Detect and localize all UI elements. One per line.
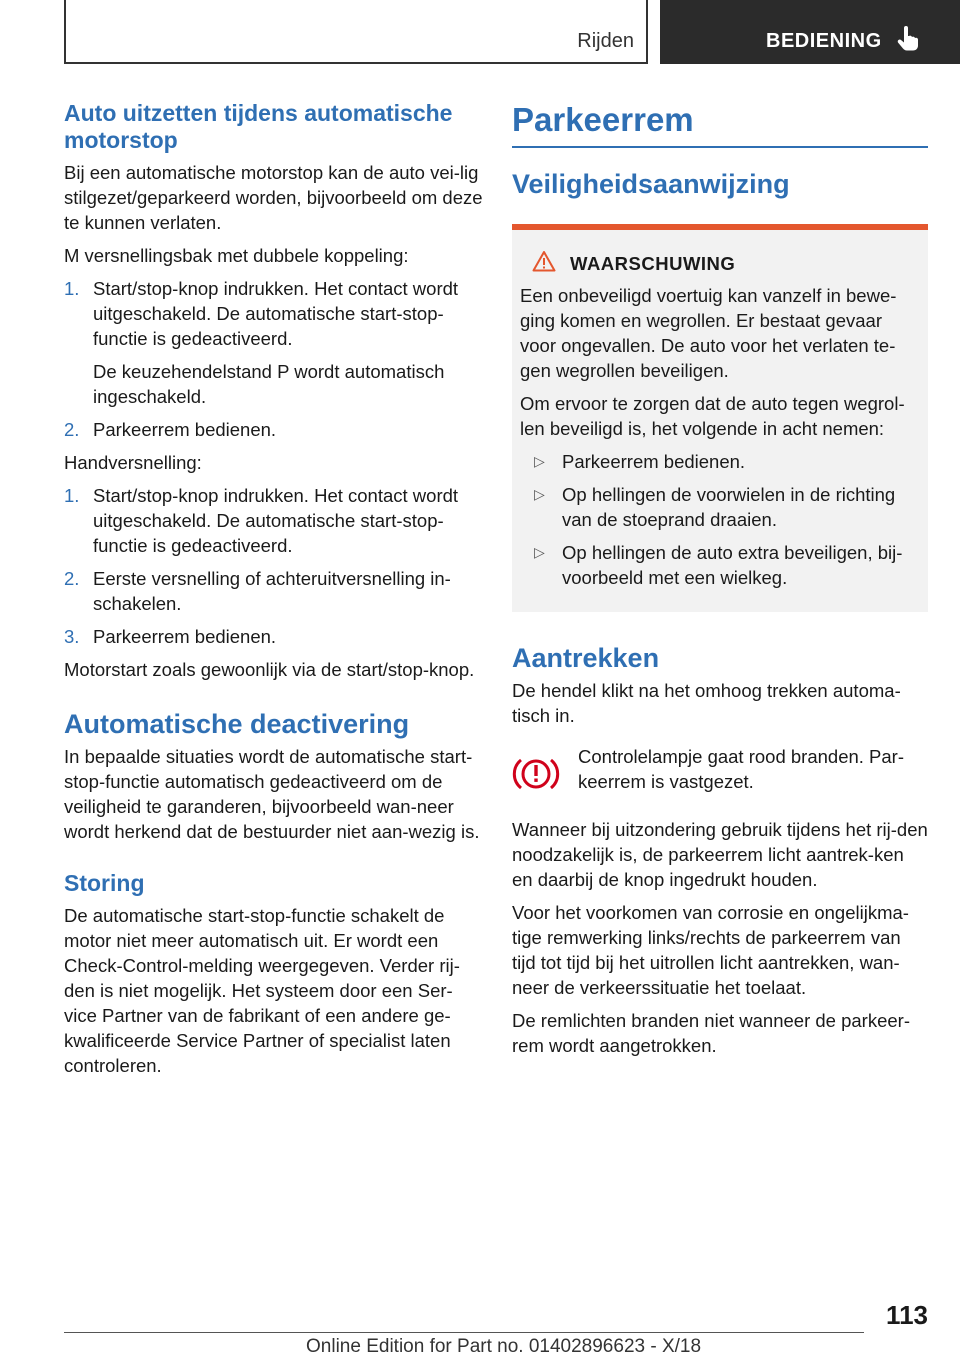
bullet-triangle-icon: ▷ [534,453,545,469]
warning-paragraph: Een onbeveiligd voertuig kan vanzelf in bewe-ging komen en wegrollen. Er bestaat gevaar voor ongevallen. De auto voor het verlaten te-gen wegrollen beveiligen. [520,285,897,381]
warning-paragraph: Om ervoor te zorgen dat de auto tegen wegrol-len beveiligd is, het volgende in acht nemen: [520,393,905,439]
paragraph: Voor het voorkomen van corrosie en ongelijkma-tige remwerking links/rechts de parkeerrem van tijd tot tijd bij het uitrollen licht aantrekken, wan-neer de verkeerssituatie het toelaat. [512,902,909,998]
pointing-hand-icon [896,26,920,57]
list-text: Eerste versnelling of achteruitversnelling in-schakelen. [93,568,451,614]
warning-triangle-icon [532,250,556,277]
paragraph: Bij een automatische motorstop kan de auto vei-lig stilgezet/geparkeerd worden, bijvoorbeeld om deze te kunnen verlaten. [64,162,483,233]
list-item [64,624,484,649]
list-item [64,417,484,442]
section-heading-auto-deactivation: Automatische deactivering [64,709,410,739]
warning-box [512,224,928,612]
page-number: 113 [886,1300,928,1330]
list-number: 3. [64,626,80,647]
section-heading-apply: Aantrekken [512,643,660,673]
paragraph: Wanneer bij uitzondering gebruik tijdens het rij-den noodzakelijk is, de parkeerrem licht aantrek-ken en daarbij de knop ingedrukt houden. [512,819,928,890]
numbered-list-dct [64,276,484,442]
section-heading-fault: Storing [64,870,145,896]
list-text: Start/stop-knop indrukken. Het contact wordt uitgeschakeld. De automatische start-stop-functie is gedeactiveerd. [93,485,459,556]
bullet-triangle-icon: ▷ [534,486,545,502]
chapter-heading-parking-brake: Parkeerrem [512,101,694,138]
list-number: 1. [64,485,80,506]
chapter-title: BEDIENING [766,30,882,52]
list-text: Parkeerrem bedienen. [93,626,277,647]
list-number: 1. [64,278,80,299]
parking-brake-warning-lamp-icon [512,744,578,797]
section-heading-safety: Veiligheidsaanwijzing [512,169,790,199]
lamp-description: Controlelampje gaat rood branden. Par-keerrem is vastgezet. [578,746,904,792]
list-item [64,483,484,558]
numbered-list-manual [64,483,484,649]
list-item: ▷ Op hellingen de voorwielen in de richting van de stoeprand draaien. [534,484,896,530]
paragraph: Motorstart zoals gewoonlijk via de start/stop-knop. [64,659,475,680]
indicator-lamp-row [512,744,928,797]
list-item [64,276,484,409]
section-heading-engine-off: Auto uitzetten tijdens automatische motorstop [64,100,453,153]
list-item [64,566,484,616]
paragraph: Handversnelling: [64,452,202,473]
list-number: 2. [64,568,80,589]
header-section-box [64,0,648,64]
list-item: ▷ Parkeerrem bedienen. [534,451,746,472]
paragraph: M versnellingsbak met dubbele koppeling: [64,245,409,266]
bullet-triangle-icon: ▷ [534,544,545,560]
warning-bullet-list [520,449,920,590]
paragraph: De hendel klikt na het omhoog trekken automa-tisch in. [512,680,901,726]
list-text: Start/stop-knop indrukken. Het contact wordt uitgeschakeld. De automatische start-stop-functie is gedeactiveerd. [93,278,459,349]
list-item: ▷ Op hellingen de auto extra beveiligen, bij-voorbeeld met een wielkeg. [534,542,903,588]
right-column [512,100,928,1066]
paragraph: In bepaalde situaties wordt de automatische start-stop-functie automatisch gedeactiveerd om de veiligheid te garanderen, bijvoorbeeld wan-neer wordt herkend dat de bestuurder niet aan-wezig is. [64,746,480,842]
warning-label: WAARSCHUWING [570,252,736,274]
list-number: 2. [64,419,80,440]
left-column [64,100,484,1086]
footer-divider [64,1332,864,1333]
paragraph: De remlichten branden niet wanneer de parkeer-rem wordt aangetrokken. [512,1010,910,1056]
paragraph: De automatische start-stop-functie schakelt de motor niet meer automatisch uit. Er wordt een Check-Control-melding weergegeven. Verder rij-den is niet mogelijk. Het systeem door een Ser-vice Partner van de fabrikant of een andere ge-kwalificeerde Service Partner of specialist laten controleren. [64,905,460,1076]
header-chapter-box [660,0,960,64]
edition-note: Online Edition for Part no. 01402896623 - X/18 [306,1336,702,1357]
list-text: Parkeerrem bedienen. [93,419,277,440]
list-subtext: De keuzehendelstand P wordt automatisch ingeschakeld. [93,361,445,407]
section-title: Rijden [577,30,634,52]
